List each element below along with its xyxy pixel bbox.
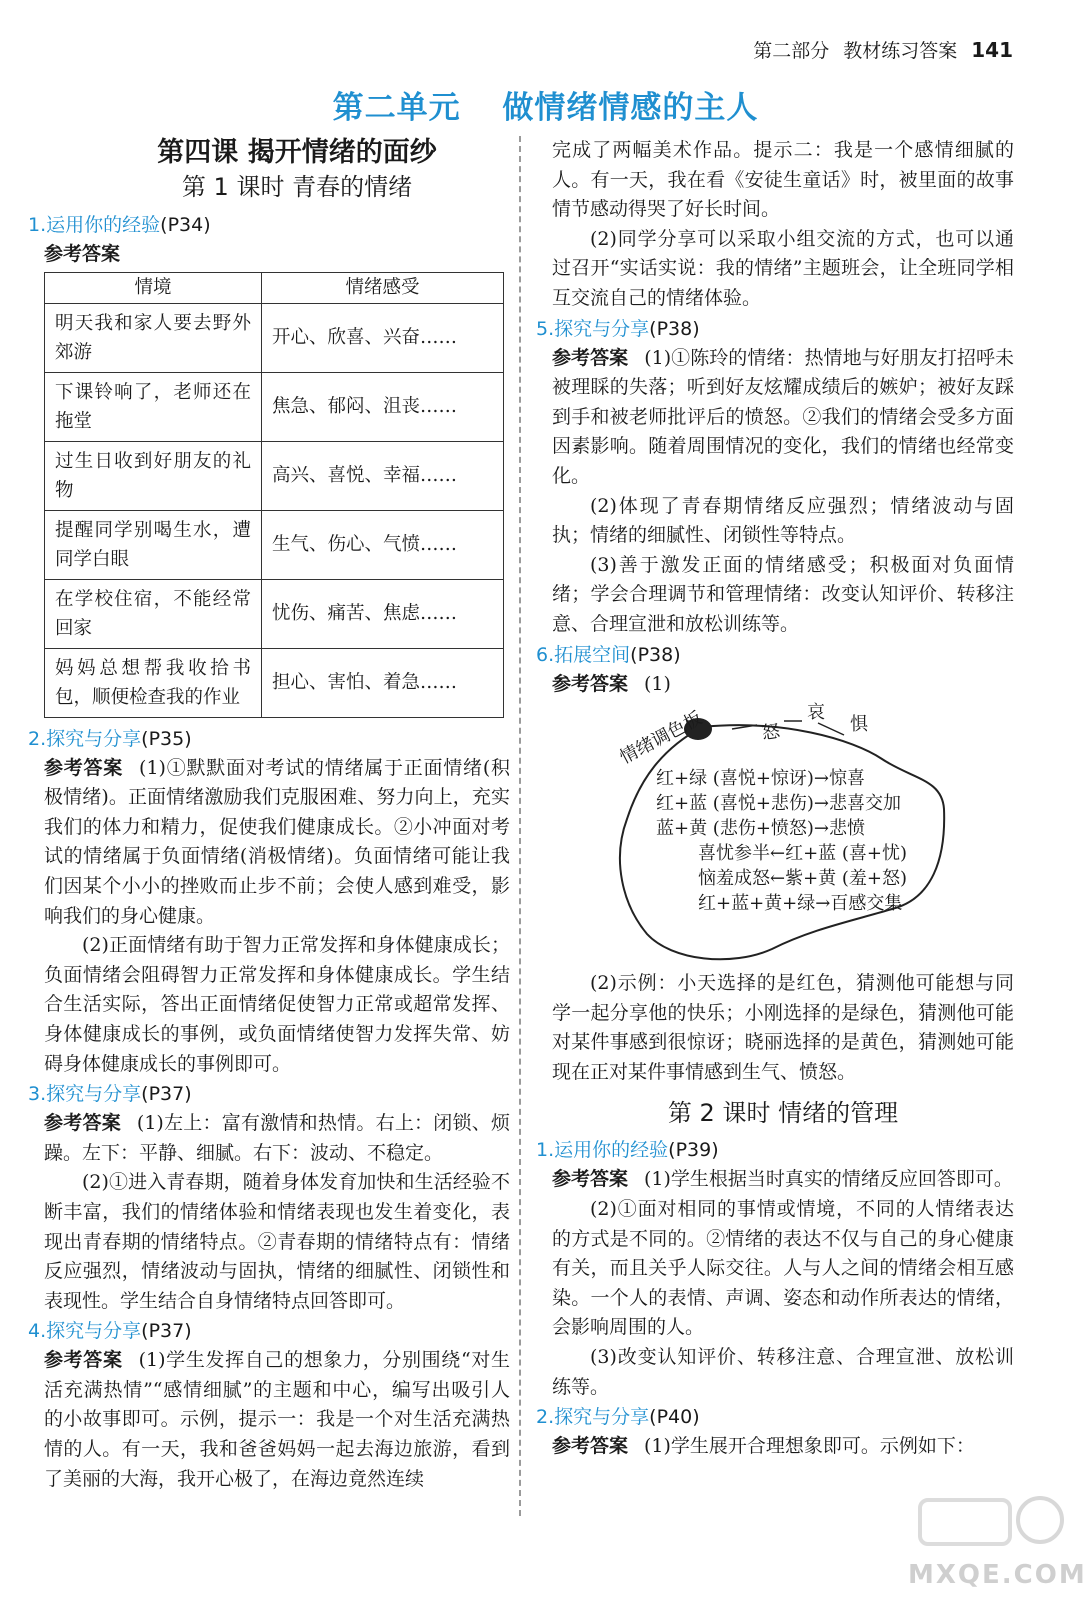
palette-line: 恼羞成怒←紫+黄 (羞+怒)	[698, 868, 908, 890]
section-number: 4.	[28, 1320, 47, 1343]
palette-label: 情绪调色板	[616, 707, 706, 769]
section-page: (P34)	[160, 214, 211, 236]
answer-text: (1)左上：富有激情和热情。右上：闭锁、烦躁。左下：平静、细腻。右下：波动、不稳定。	[44, 1112, 510, 1164]
right-column	[536, 136, 1014, 1462]
section-5-heading	[536, 314, 1014, 344]
table-header-feeling: 情绪感受	[262, 272, 504, 303]
column-divider	[519, 136, 521, 1516]
reference-answer-label: 参考答案	[552, 346, 629, 369]
reference-answer-label: 参考答案	[44, 1112, 121, 1135]
header-part: 第二部分	[753, 40, 830, 62]
palette-top-word: 哀	[807, 702, 825, 724]
palette-line: 红+蓝+黄+绿→百感交集	[698, 893, 903, 915]
section-title: 运用你的经验	[554, 1139, 669, 1162]
section-6-heading	[536, 640, 1014, 670]
reference-answer-label: 参考答案	[552, 672, 629, 695]
palette-top-word: 惧	[850, 714, 868, 736]
lesson-title: 第四课 揭开情绪的面纱	[157, 137, 437, 168]
left-column	[28, 136, 510, 1494]
answer-text: (1)①陈玲的情绪：热情地与好朋友打招呼未被理睬的失落；听到好友炫耀成绩后的嫉妒；被好友踩到手和被老师批评后的愤怒。②我们的情绪会受多方面因素影响。随着周围情况的变化，我们的情绪也经常变化。	[552, 346, 1014, 487]
table-row	[45, 303, 504, 372]
section-4-heading	[28, 1316, 510, 1346]
reference-answer-label: 参考答案	[44, 1349, 123, 1372]
section-page: (P38)	[649, 317, 700, 340]
section-title: 探究与分享	[554, 317, 650, 340]
table-cell: 下课铃响了，老师还在拖堂	[45, 372, 262, 441]
answer-paragraph	[44, 1346, 510, 1494]
answer-paragraph: (3)改变认知评价、转移注意、合理宣泄、放松训练等。	[552, 1346, 1014, 1398]
answer-text: (1)①默默面对考试的情绪属于正面情绪(积极情绪)。正面情绪激励我们克服困难、努力向上，充实我们的体力和精力，促使我们健康成长。②小冲面对考试的情绪属于负面情绪(消极情绪)。负面情绪可能让我们因某个小小的挫败而止步不前；会使人感到难受，影响我们的身心健康。	[44, 756, 510, 927]
section-number: 1.	[536, 1139, 555, 1162]
table-header-row	[45, 272, 504, 303]
palette-line: 喜忧参半←红+蓝 (喜+忧)	[698, 843, 908, 865]
table-cell: 过生日收到好朋友的礼物	[45, 441, 262, 510]
section-t1-heading	[536, 1135, 1014, 1165]
section-title: 探究与分享	[46, 727, 142, 750]
answer-text: (1)学生根据当时真实的情绪反应回答即可。	[644, 1168, 1013, 1191]
table-cell: 忧伤、痛苦、焦虑……	[262, 579, 504, 648]
section-title: 拓展空间	[554, 643, 631, 666]
answer-paragraph	[552, 1165, 1014, 1195]
answer-paragraph	[552, 670, 1014, 700]
table-cell: 妈妈总想帮我收拾书包，顺便检查我的作业	[45, 648, 262, 717]
answer-paragraph	[552, 1432, 1014, 1462]
reference-answer-label: 参考答案	[44, 243, 121, 265]
page-header	[753, 36, 1013, 63]
palette-line: 红+蓝 (喜悦+悲伤)→悲喜交加	[656, 793, 902, 815]
answer-text: (1)学生展开合理想象即可。示例如下：	[644, 1435, 975, 1458]
period-2-title: 第 2 课时 情绪的管理	[667, 1099, 899, 1128]
answer-paragraph: 完成了两幅美术作品。提示二：我是一个感情细腻的人。有一天，我在看《安徒生童话》时，被里面的故事情节感动得哭了好长时间。	[552, 139, 1014, 221]
unit-title: 第二单元 做情绪情感的主人	[332, 90, 759, 126]
section-page: (P38)	[630, 643, 681, 666]
table-row	[45, 648, 504, 717]
section-title: 运用你的经验	[46, 214, 161, 236]
section-page: (P37)	[141, 1083, 192, 1106]
watermark-text: MXQE.COM	[908, 1560, 1087, 1590]
table-row	[45, 579, 504, 648]
palette-line: 红+绿 (喜悦+惊讶)→惊喜	[656, 768, 866, 790]
section-number: 6.	[536, 643, 555, 666]
answer-paragraph	[552, 344, 1014, 492]
emotion-palette-diagram	[552, 699, 1014, 969]
palette-line: 蓝+黄 (悲伤+愤怒)→悲愤	[656, 818, 866, 840]
emotion-table	[44, 272, 504, 718]
section-2-heading	[28, 724, 510, 754]
table-row	[45, 372, 504, 441]
table-header-situation: 情境	[45, 272, 262, 303]
table-row	[45, 441, 504, 510]
section-number: 3.	[28, 1083, 47, 1106]
section-title: 探究与分享	[554, 1406, 650, 1429]
table-cell: 提醒同学别喝生水，遭同学白眼	[45, 510, 262, 579]
section-number: 1.	[28, 214, 47, 236]
table-cell: 生气、伤心、气愤……	[262, 510, 504, 579]
table-cell: 开心、欣喜、兴奋……	[262, 303, 504, 372]
answer-paragraph	[44, 754, 510, 932]
section-title: 探究与分享	[46, 1083, 142, 1106]
section-page: (P40)	[649, 1406, 700, 1429]
table-cell: 担心、害怕、着急……	[262, 648, 504, 717]
table-cell: 在学校住宿，不能经常回家	[45, 579, 262, 648]
section-page: (P39)	[668, 1139, 719, 1162]
section-page: (P35)	[141, 727, 192, 750]
section-number: 2.	[536, 1406, 555, 1429]
answer-paragraph	[44, 1109, 510, 1168]
answer-text: (1)学生发挥自己的想象力，分别围绕“对生活充满热情”“感情细腻”的主题和中心，编写出吸引人的小故事即可。示例，提示一：我是一个对生活充满热情的人。有一天，我和爸爸妈妈一起去海边旅游，看到了美丽的大海，我开心极了，在海边竟然连续	[44, 1349, 510, 1490]
answer-paragraph: (2)①进入青春期，随着身体发育加快和生活经验不断丰富，我们的情绪体验和情绪表现也发生着变化，表现出青春期的情绪特点。②青春期的情绪特点有：情绪反应强烈，情绪波动与固执，情绪的细腻性、闭锁性和表现性。学生结合自身情绪特点回答即可。	[44, 1171, 510, 1312]
answer-paragraph: (2)①面对相同的事情或情境，不同的人情绪表达的方式是不同的。②情绪的表达不仅与自己的身心健康有关，而且关乎人际交往。人与人之间的情绪会相互感染。一个人的表情、声调、姿态和动作所表达的情绪，会影响周围的人。	[552, 1198, 1014, 1339]
table-row	[45, 510, 504, 579]
period-title: 第 1 课时 青春的情绪	[181, 173, 413, 201]
answer-text: (1)	[644, 672, 671, 695]
section-1-heading	[28, 210, 510, 240]
section-title: 探究与分享	[46, 1320, 142, 1343]
table-cell: 高兴、喜悦、幸福……	[262, 441, 504, 510]
answer-paragraph: (2)正面情绪有助于智力正常发挥和身体健康成长；负面情绪会阻碍智力正常发挥和身体健康成长。学生结合生活实际，答出正面情绪促使智力正常或超常发挥、身体健康成长的事例，或负面情绪使智力发挥失常、妨碍身体健康成长的事例即可。	[44, 934, 510, 1075]
section-number: 5.	[536, 317, 555, 340]
section-t2-heading	[536, 1402, 1014, 1432]
reference-answer-label: 参考答案	[552, 1435, 629, 1458]
palette-top-word: 怒	[760, 720, 782, 745]
section-number: 2.	[28, 727, 47, 750]
answer-paragraph: (2)体现了青春期情绪反应强烈；情绪波动与固执；情绪的细腻性、闭锁性等特点。	[552, 494, 1014, 547]
table-cell: 焦急、郁闷、沮丧……	[262, 372, 504, 441]
page-number: 141	[971, 38, 1013, 62]
answer-paragraph: (2)同学分享可以采取小组交流的方式，也可以通过召开“实话实说：我的情绪”主题班会，让全班同学相互交流自己的情绪体验。	[552, 227, 1014, 309]
reference-answer-label: 参考答案	[552, 1168, 629, 1191]
section-3-heading	[28, 1079, 510, 1109]
section-page: (P37)	[141, 1320, 192, 1343]
answer-paragraph: (2)示例：小天选择的是红色，猜测他可能想与同学一起分享他的快乐；小刚选择的是绿色，猜测他可能对某件事感到很惊讶；晓丽选择的是黄色，猜测她可能现在正对某件事情感到生气、愤怒。	[552, 972, 1014, 1083]
header-section: 教材练习答案	[843, 40, 958, 62]
table-cell: 明天我和家人要去野外郊游	[45, 303, 262, 372]
reference-answer-label: 参考答案	[44, 756, 124, 779]
answer-paragraph: (3)善于激发正面的情绪感受；积极面对负面情绪；学会合理调节和管理情绪：改变认知评价、转移注意、合理宣泄和放松训练等。	[552, 553, 1014, 635]
